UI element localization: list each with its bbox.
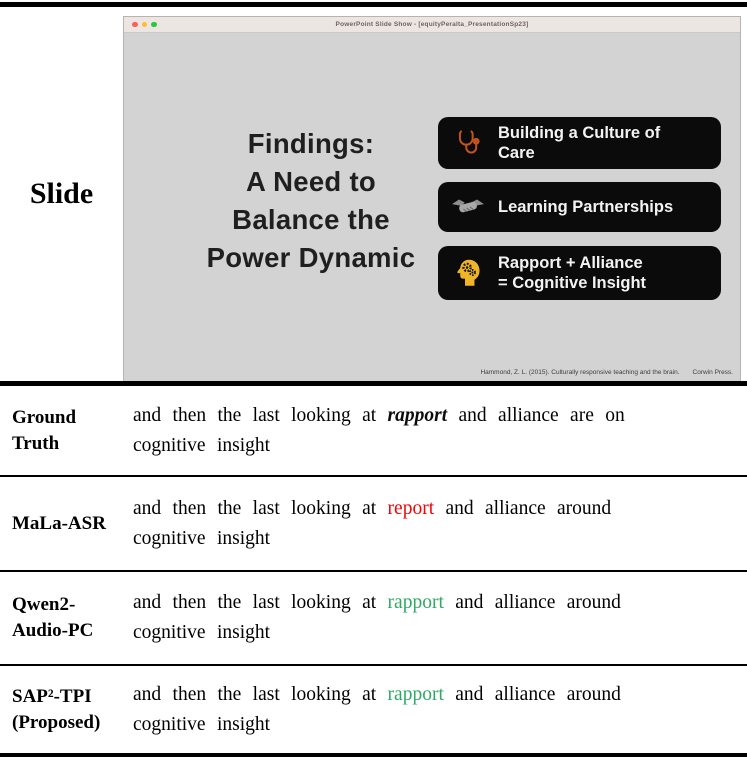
transcript-text: and then the last looking at report and alliance around cognitive insight xyxy=(133,497,612,549)
model-label-ground-truth: Ground Truth xyxy=(12,406,77,454)
row-ground-truth xyxy=(0,386,747,477)
close-button[interactable] xyxy=(132,22,138,28)
slide-area xyxy=(124,33,740,381)
callout-learning-partnerships xyxy=(438,182,721,232)
minimize-button[interactable] xyxy=(142,22,148,28)
slide-citation: Hammond, Z. L. (2015). Culturally responsive teaching and the brain. Corwin Press. xyxy=(480,369,733,376)
window-title: PowerPoint Slide Show - [equityPeralta_PresentationSp23] xyxy=(335,21,529,28)
model-label-mala-asr: MaLa-ASR xyxy=(12,512,106,534)
callout-label: Learning Partnerships xyxy=(498,198,674,216)
callout-label: Rapport + Alliance = Cognitive Insight xyxy=(498,254,647,292)
transcript-text: and then the last looking at rapport and alliance around cognitive insight xyxy=(133,683,621,735)
stethoscope-icon xyxy=(438,128,498,158)
model-label-qwen2-audio-pc: Qwen2- Audio-PC xyxy=(12,594,94,641)
slide-row-label: Slide xyxy=(29,177,94,210)
window-titlebar xyxy=(124,17,740,33)
row-mala-asr xyxy=(0,477,747,572)
row-qwen2-audio-pc xyxy=(0,572,747,666)
head-gears-icon xyxy=(438,258,498,288)
zoom-button[interactable] xyxy=(151,22,157,28)
highlight-word-error: report xyxy=(387,497,435,519)
callout-label: Building a Culture of Care xyxy=(498,124,661,162)
highlight-word-correct: rapport xyxy=(387,592,444,613)
highlight-word-correct: rapport xyxy=(387,683,444,705)
model-label-sap2-tpi: SAP²-TPI (Proposed) xyxy=(12,685,101,733)
transcription-table xyxy=(0,386,747,757)
window-controls xyxy=(132,17,157,32)
transcript-text: and then the last looking at rapport and alliance around cognitive insight xyxy=(133,592,621,643)
slide-title: Findings: A Need to Balance the Power Dynamic xyxy=(206,128,416,273)
highlight-word: rapport xyxy=(387,404,448,426)
transcript-text: and then the last looking at rapport and alliance are on cognitive insight xyxy=(133,404,625,456)
row-label-slide xyxy=(0,7,123,381)
handshake-icon xyxy=(438,196,498,218)
powerpoint-window xyxy=(123,16,741,381)
callout-culture-of-care xyxy=(438,117,721,169)
callout-rapport-alliance xyxy=(438,246,721,300)
row-sap2-tpi-proposed xyxy=(0,666,747,757)
